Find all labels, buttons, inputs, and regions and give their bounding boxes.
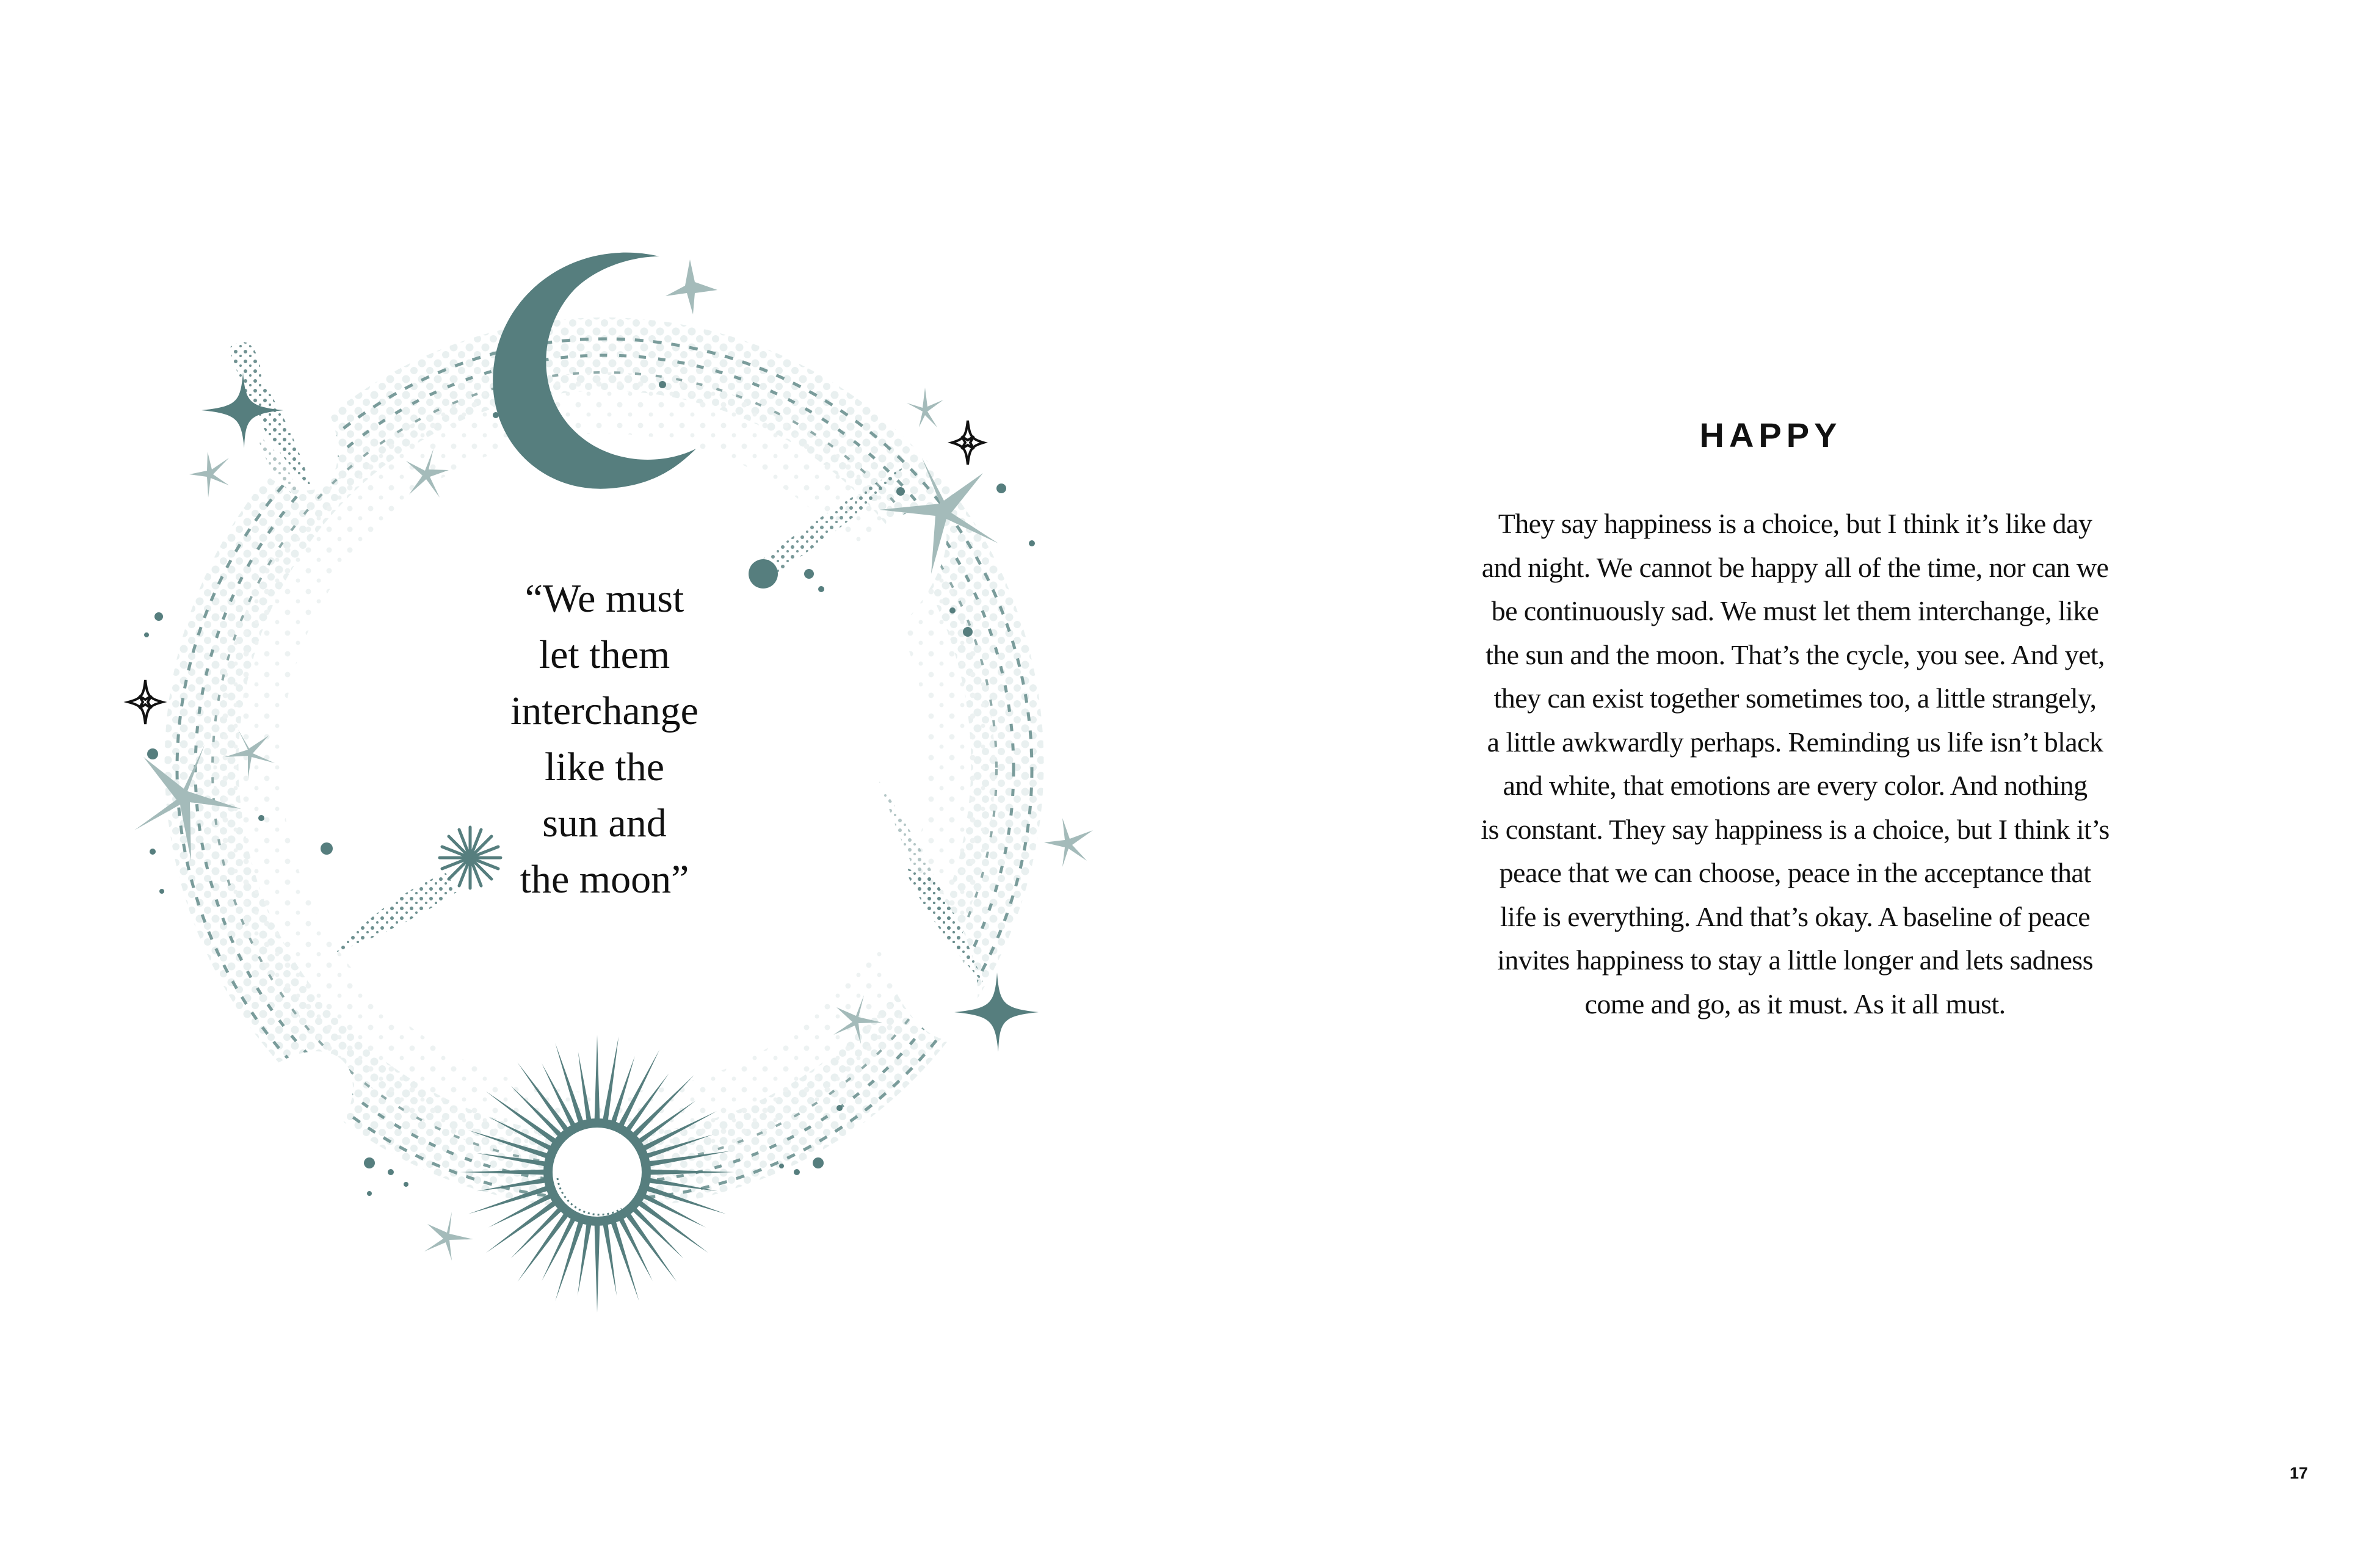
star-icon	[666, 259, 717, 314]
quote-line: “We must	[524, 576, 684, 621]
quote-line: interchange	[510, 689, 698, 733]
outline-star-icon	[128, 680, 162, 724]
body-line: invites happiness to stay a little longer and lets sadness	[1497, 944, 2093, 976]
body-line: they can exist together sometimes too, a little strangely,	[1493, 683, 2097, 714]
body-line: and white, that emotions are every color. And nothing	[1503, 770, 2088, 801]
body-line: come and go, as it must. As it all must.	[1584, 988, 2006, 1019]
pull-quote	[452, 571, 757, 908]
body-line: life is everything. And that’s okay. A baseline of peace	[1500, 900, 2091, 932]
body-line: and night. We cannot be happy all of the time, nor can we	[1481, 551, 2109, 583]
quote-line: sun and	[542, 801, 667, 846]
body-line: a little awkwardly perhaps. Reminding us life isn’t black	[1487, 726, 2103, 758]
body-line: the sun and the moon. That’s the cycle, you see. And yet,	[1486, 639, 2105, 670]
body-line: is constant. They say happiness is a choice, but I think it’s	[1481, 813, 2110, 845]
star-icon	[424, 1212, 473, 1261]
outline-star-icon	[952, 421, 984, 465]
body-line: peace that we can choose, peace in the acceptance that	[1499, 857, 2091, 888]
body-paragraph	[1410, 502, 2180, 1026]
star-icon	[1044, 818, 1093, 867]
quote-line: let them	[539, 632, 670, 677]
quote-line: the moon”	[520, 857, 689, 902]
star-icon	[189, 452, 229, 498]
quote-line: like the	[544, 745, 665, 789]
page-number: 17	[2290, 1464, 2309, 1482]
body-line: be continuously sad. We must let them interchange, like	[1491, 595, 2099, 626]
section-heading: HAPPY	[1699, 416, 1842, 454]
body-line: They say happiness is a choice, but I think it’s like day	[1498, 508, 2092, 539]
star-icon	[907, 388, 943, 427]
